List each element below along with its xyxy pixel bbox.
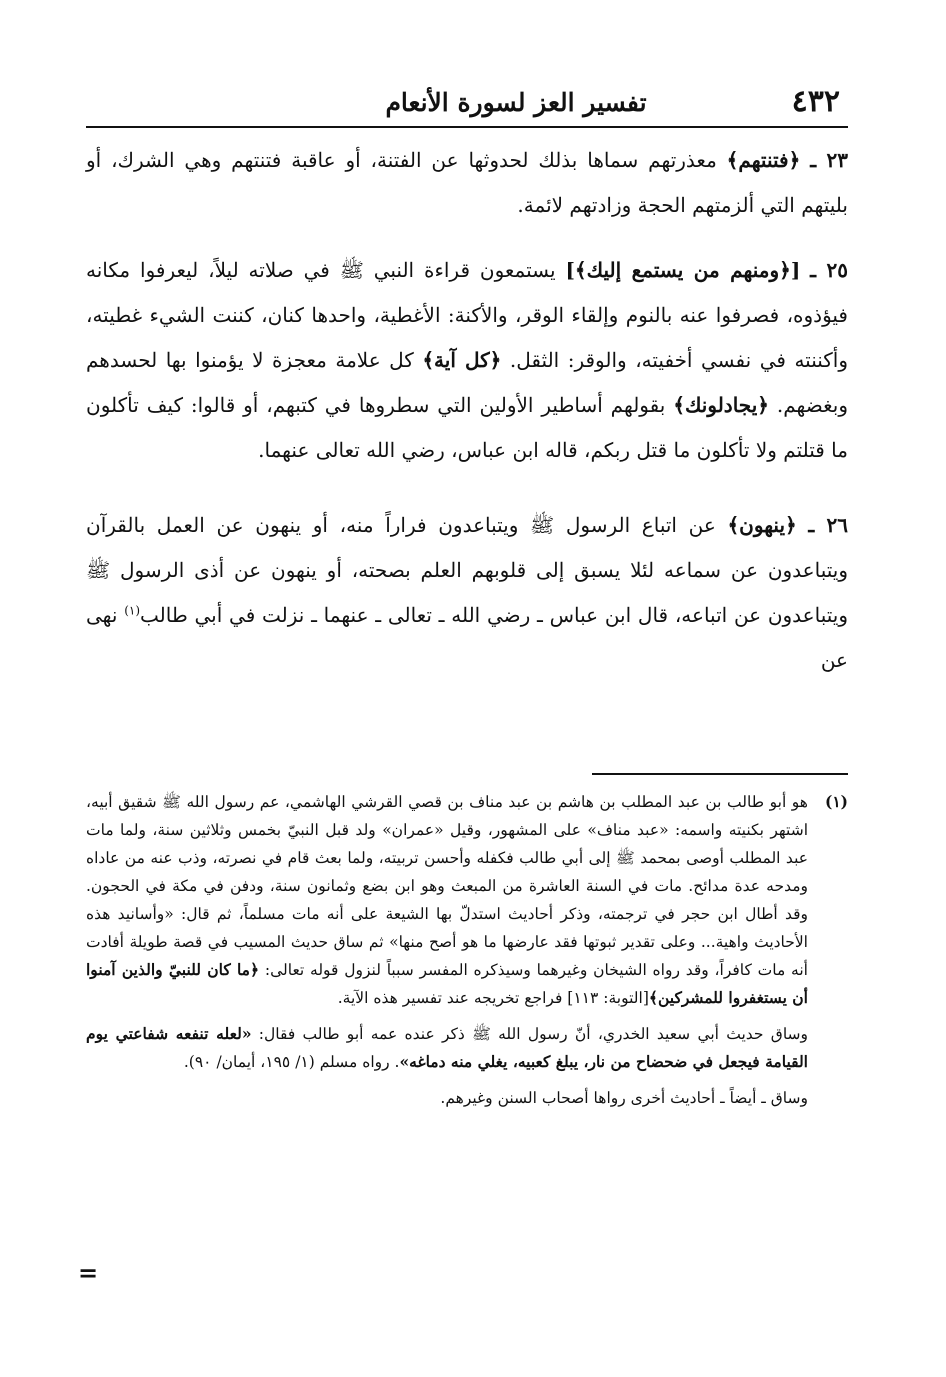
commentary-body: عن اتباع الرسول ﷺ ويتباعدون فراراً منه، أو ينهون عن العمل بالقرآن ويتباعدون عن سماعه لئلا يسبق إلى قلوبهم العلم بصحته، أو ينهون عن أذى الرسول ﷺ ويتباعدون عن اتباعه، قال ابن عباس ـ رضي الله ـ تعالى ـ عنهما ـ نزلت في أبي طالب (86, 513, 848, 627)
footnote-divider (592, 773, 848, 775)
footnote-text: هو أبو طالب بن عبد المطلب بن هاشم بن عبد مناف بن قصي القرشي الهاشمي، عم رسول الله ﷺ شقيق أبيه، اشتهر بكنيته واسمه: «عبد مناف» على المشهور، وقيل «عمران» ولد قبل النبيّ بخمس وثلاثين سنة، ولما مات عبد المطلب أوصى بمحمد ﷺ إلى أبي طالب فكفله وأحسن تربيته، ولما بعث قام في نصرته، وذب عنه من عاداه ومدحه عدة مدائح. مات في السنة العاشرة من المبعث وهو ابن بضع وثمانون سنة، ودفن في مكة في الحجون. وقد أطال ابن حجر في ترجمته، وذكر أحاديث استدلّ بها الشيعة على أنه مات مسلماً، ثم قال: «وأسانيد هذه الأحاديث واهية... وعلى تقدير ثبوتها فقد عارضها ما هو أصح منها» ثم ساق حديث المسيب في قصة طويلة أفادت أنه مات كافراً، وقد رواه الشيخان وغيرهما وسيذكره المفسر سبباً لنزول قوله تعالى: (86, 793, 808, 979)
page-header (86, 80, 848, 128)
running-title: تفسير العز لسورة الأنعام (385, 88, 647, 117)
verse-number: ٢٦ ـ (808, 513, 848, 537)
continuation-mark: = (78, 1258, 99, 1287)
footnote-1 (86, 788, 848, 1120)
quran-phrase: [﴿ومنهم من يستمع إليك﴾] (565, 258, 801, 282)
commentary-text (86, 138, 848, 703)
footnote-paragraph (86, 1084, 808, 1112)
verse-number: ٢٣ ـ (810, 148, 849, 172)
commentary-body: يستمعون قراءة النبي ﷺ في صلاته ليلاً، ليعرفوا مكانه فيؤذوه، فصرفوا عنه بالنوم وإلقاء الوقر، والأكنة: الأغطية، واحدها كنان، كننت الشيء غطيته، وأكننته في نفسي أخفيته، والوقر: الثقل. (86, 258, 849, 372)
commentary-body: كل علامة معجزة لا يؤمنوا بها لحسدهم وبغضهم. (86, 348, 848, 417)
footnote-paragraph (86, 788, 808, 1012)
footnote-text: وساق ـ أيضاً ـ أحاديث أخرى رواها أصحاب السنن وغيرهم. (440, 1089, 808, 1107)
commentary-body: معذرتهم سماها بذلك لحدوثها عن الفتنة، أو عاقبة فتنتهم وهي الشرك، أو بليتهم التي ألزمتهم الحجة وزادتهم لائمة. (86, 148, 848, 217)
footnote-text: . رواه مسلم (١/ ١٩٥، أيمان/ ٩٠). (183, 1053, 400, 1071)
quran-phrase: ﴿فتنتهم﴾ (726, 148, 801, 172)
hadith-quote: «لعله تنفعه شفاعتي يوم القيامة فيجعل في ضحضاح من نار، يبلغ كعبيه، يغلي منه دماغه» (86, 1024, 808, 1071)
footnote-paragraph (86, 1020, 808, 1076)
footnote-text: [التوبة: ١١٣] فراجع تخريجه عند تفسير هذه الآية. (337, 989, 649, 1007)
verse-commentary-26 (86, 503, 848, 683)
verse-commentary-23 (86, 138, 848, 228)
commentary-body: بقولهم أساطير الأولين التي سطروها في كتبهم، أو قالوا: كيف تأكلون ما قتلتم ولا تأكلون ما قتل ربكم، قاله ابن عباس، رضي الله تعالى عنهما. (86, 393, 848, 462)
footnote-marker: (١) (824, 792, 848, 811)
quran-phrase: ﴿يجادلونك﴾ (673, 393, 769, 417)
quran-phrase: ﴿ينهون﴾ (727, 513, 797, 537)
footnote-reference[interactable]: (١) (124, 603, 141, 618)
quran-quote: ﴿ما كان للنبيّ والذين آمنوا أن يستغفروا للمشركين﴾ (86, 960, 808, 1007)
footnote-body (86, 788, 808, 1120)
commentary-body: نهى عن (86, 603, 848, 672)
page-number: ٤٣٢ (791, 84, 840, 119)
verse-number: ٢٥ ـ (810, 258, 848, 282)
footnotes (86, 788, 848, 1120)
footnote-text: وساق حديث أبي سعيد الخدري، أنّ رسول الله ﷺ ذكر عنده عمه أبو طالب فقال: (251, 1025, 809, 1043)
quran-phrase: ﴿كل آية﴾ (422, 348, 502, 372)
verse-commentary-25 (86, 248, 848, 473)
